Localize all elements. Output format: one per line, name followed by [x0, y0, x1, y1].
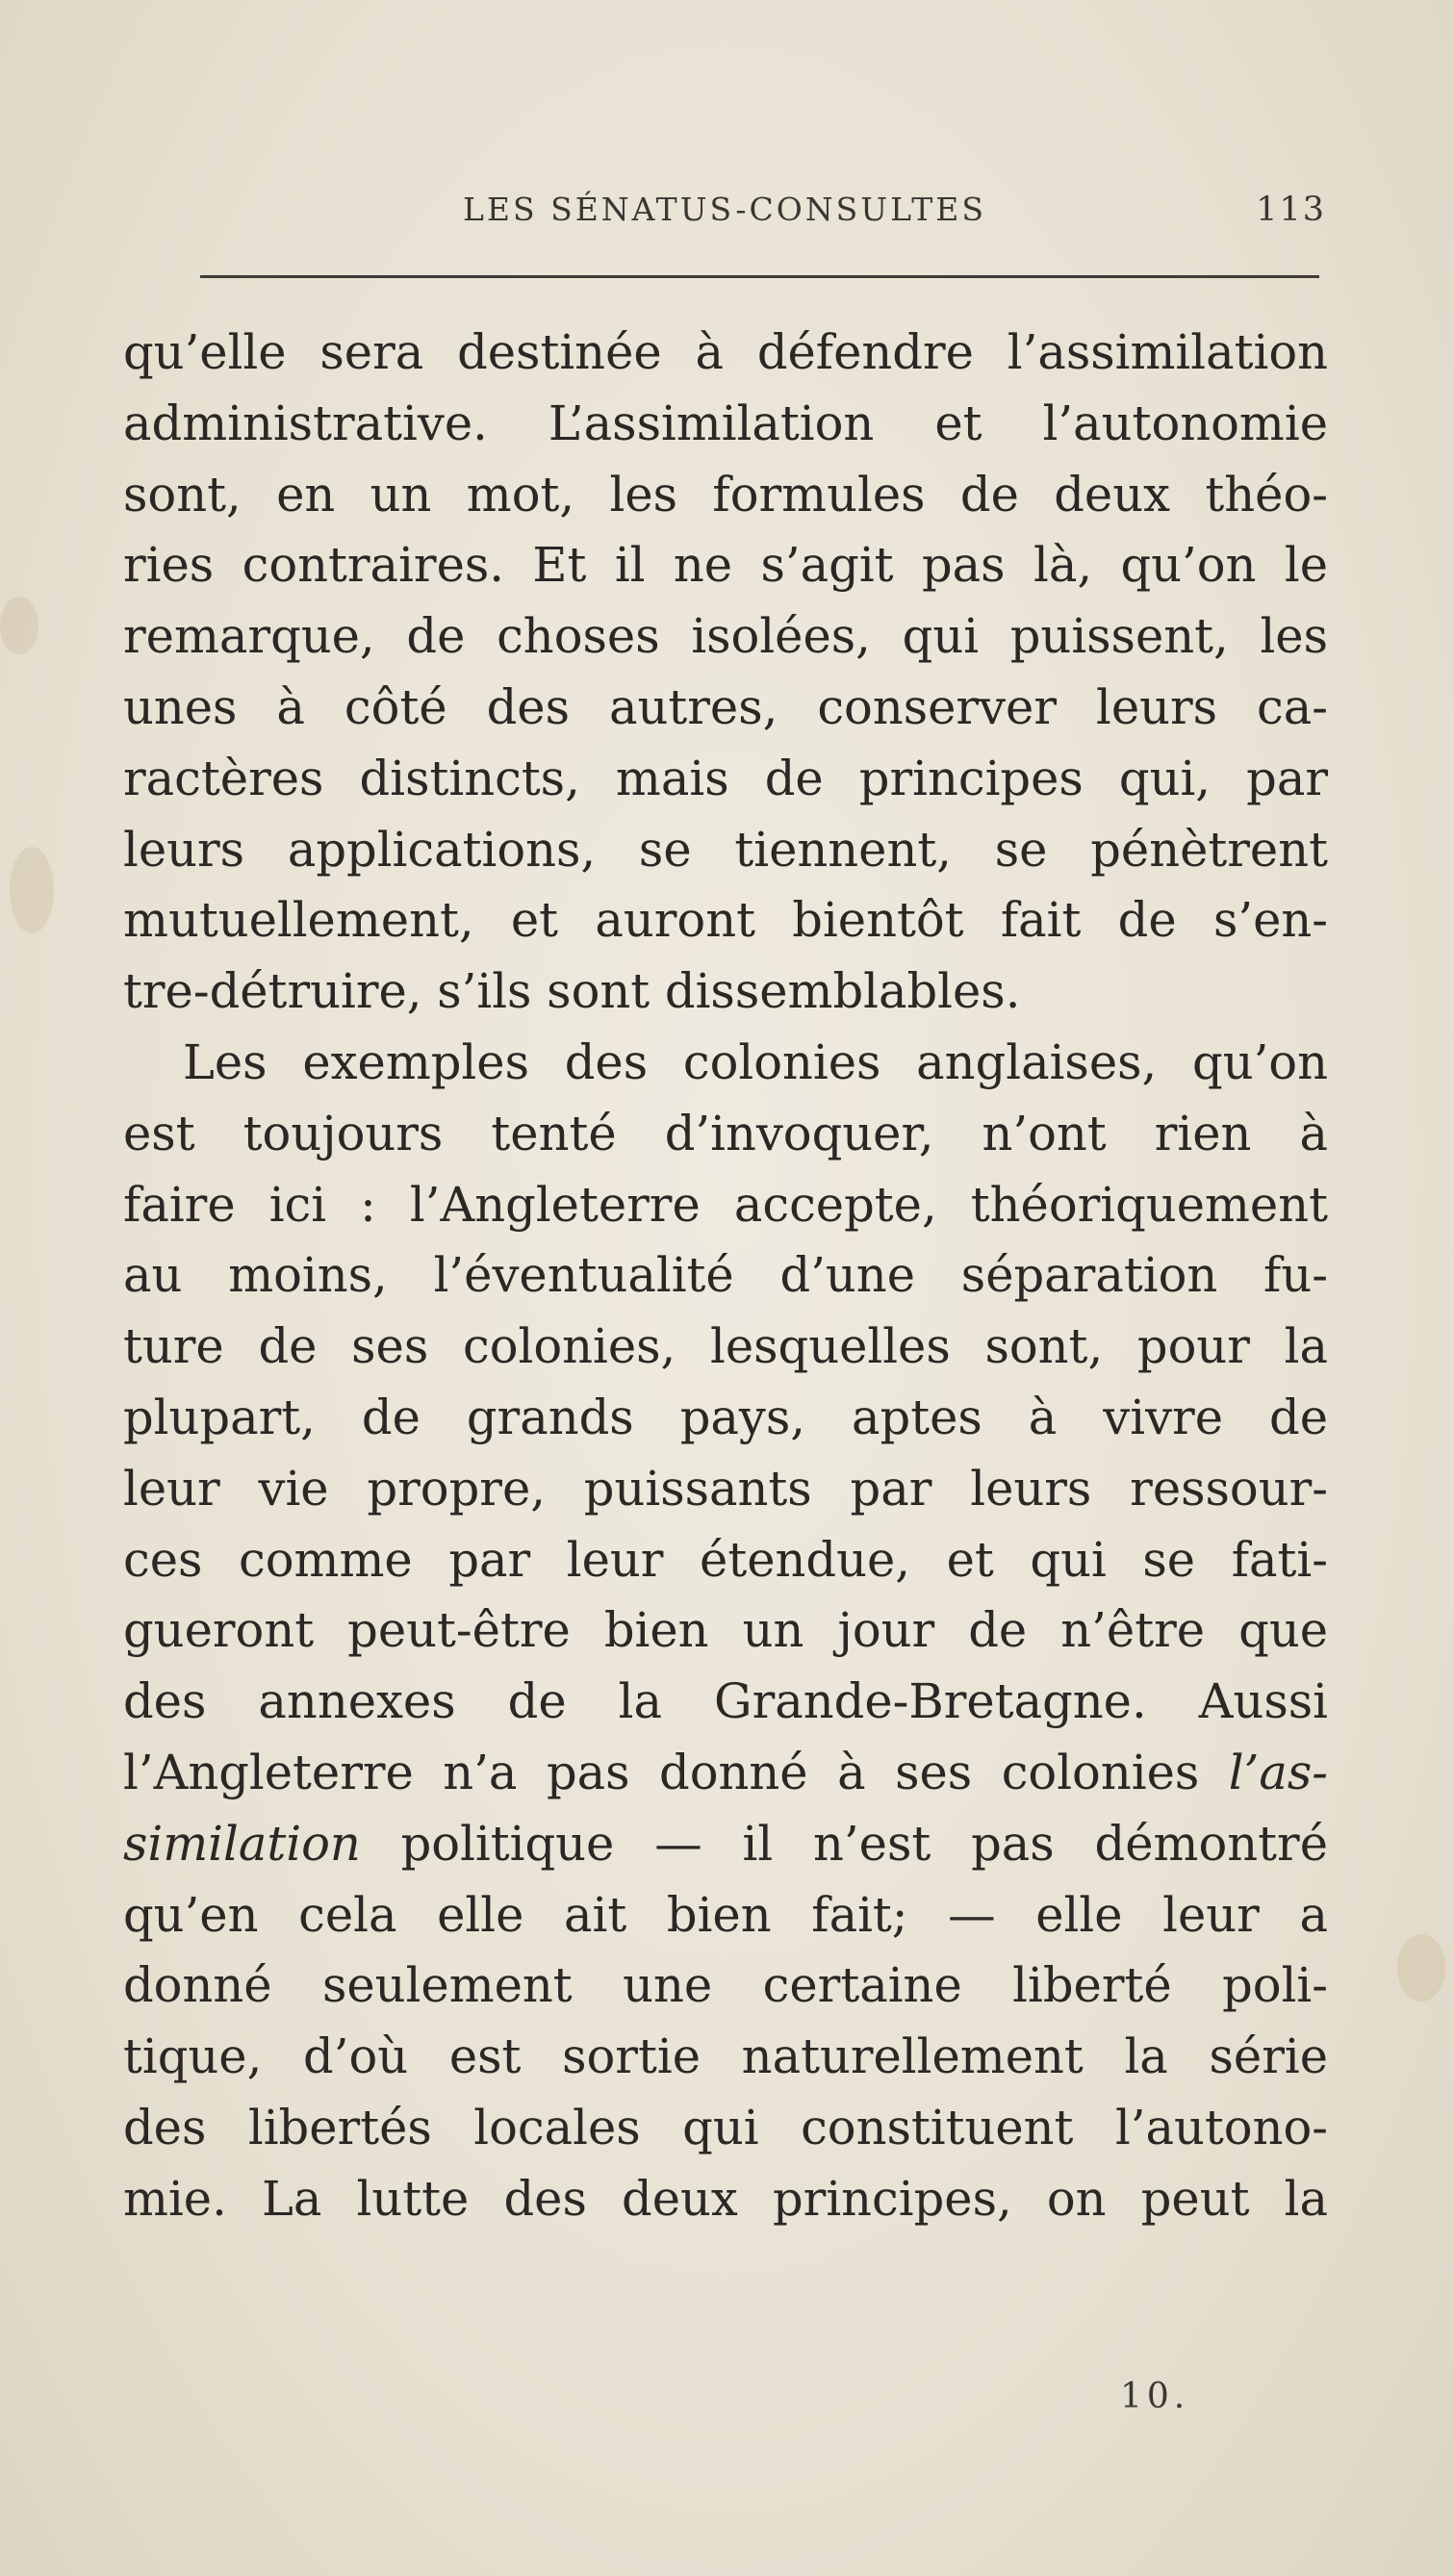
text-line: au moins, l’éventualité d’une séparation fu- — [123, 1247, 1328, 1304]
text-line: leurs applications, se tiennent, se pénètrent — [123, 821, 1328, 878]
text-line: plupart, de grands pays, aptes à vivre de — [123, 1389, 1328, 1445]
text-line: ries contraires. Et il ne s’agit pas là, qu’on le — [123, 537, 1328, 594]
paper-stain — [0, 597, 38, 654]
text-line: ture de ses colonies, lesquelles sont, pour la — [123, 1318, 1328, 1375]
header-rule — [200, 275, 1319, 278]
text-line: des annexes de la Grande-Bretagne. Aussi — [123, 1673, 1328, 1730]
text-run: l’Angleterre n’a pas donné à ses colonies — [123, 1744, 1229, 1800]
text-line: faire ici : l’Angleterre accepte, théoriquement — [123, 1176, 1328, 1233]
page-number: 113 — [1256, 191, 1326, 229]
signature-mark: 10. — [1120, 2377, 1190, 2416]
text-line: qu’en cela elle ait bien fait; — elle leur a — [123, 1886, 1328, 1943]
text-line: ces comme par leur étendue, et qui se fati- — [123, 1531, 1328, 1588]
text-line: ractères distincts, mais de principes qui, par — [123, 750, 1328, 806]
text-line: administrative. L’assimilation et l’autonomie — [123, 395, 1328, 451]
text-line: Les exemples des colonies anglaises, qu’on — [183, 1033, 1328, 1090]
text-line: tique, d’où est sortie naturellement la série — [123, 2028, 1328, 2085]
text-line: mutuellement, et auront bientôt fait de s’en- — [123, 892, 1328, 949]
italic-text-run: similation — [123, 1815, 361, 1872]
page-header — [123, 191, 1326, 235]
text-line: mie. La lutte des deux principes, on peut la — [123, 2170, 1328, 2227]
text-line: leur vie propre, puissants par leurs ressour- — [123, 1460, 1328, 1517]
text-line: gueront peut-être bien un jour de n’être que — [123, 1602, 1328, 1659]
text-line — [123, 1738, 1328, 1809]
text-line: unes à côté des autres, conserver leurs ca- — [123, 678, 1328, 735]
text-run: politique — il n’est pas démontré — [360, 1815, 1328, 1872]
text-line: sont, en un mot, les formules de deux théo- — [123, 466, 1328, 523]
text-line: donné seulement une certaine liberté poli- — [123, 1957, 1328, 2014]
italic-text-run: l’as- — [1228, 1744, 1328, 1800]
body-text — [123, 318, 1328, 2235]
text-line: tre-détruire, s’ils sont dissemblables. — [123, 963, 1021, 1020]
paper-stain — [1397, 1934, 1445, 2002]
text-line: des libertés locales qui constituent l’autono- — [123, 2099, 1328, 2155]
text-line: remarque, de choses isolées, qui puissent, les — [123, 608, 1328, 665]
text-line — [123, 1809, 1328, 1880]
text-line: qu’elle sera destinée à défendre l’assimilation — [123, 324, 1328, 380]
text-line: est toujours tenté d’invoquer, n’ont rien à — [123, 1105, 1328, 1161]
running-title: LES SÉNATUS-CONSULTES — [462, 191, 986, 228]
paper-stain — [10, 847, 54, 933]
